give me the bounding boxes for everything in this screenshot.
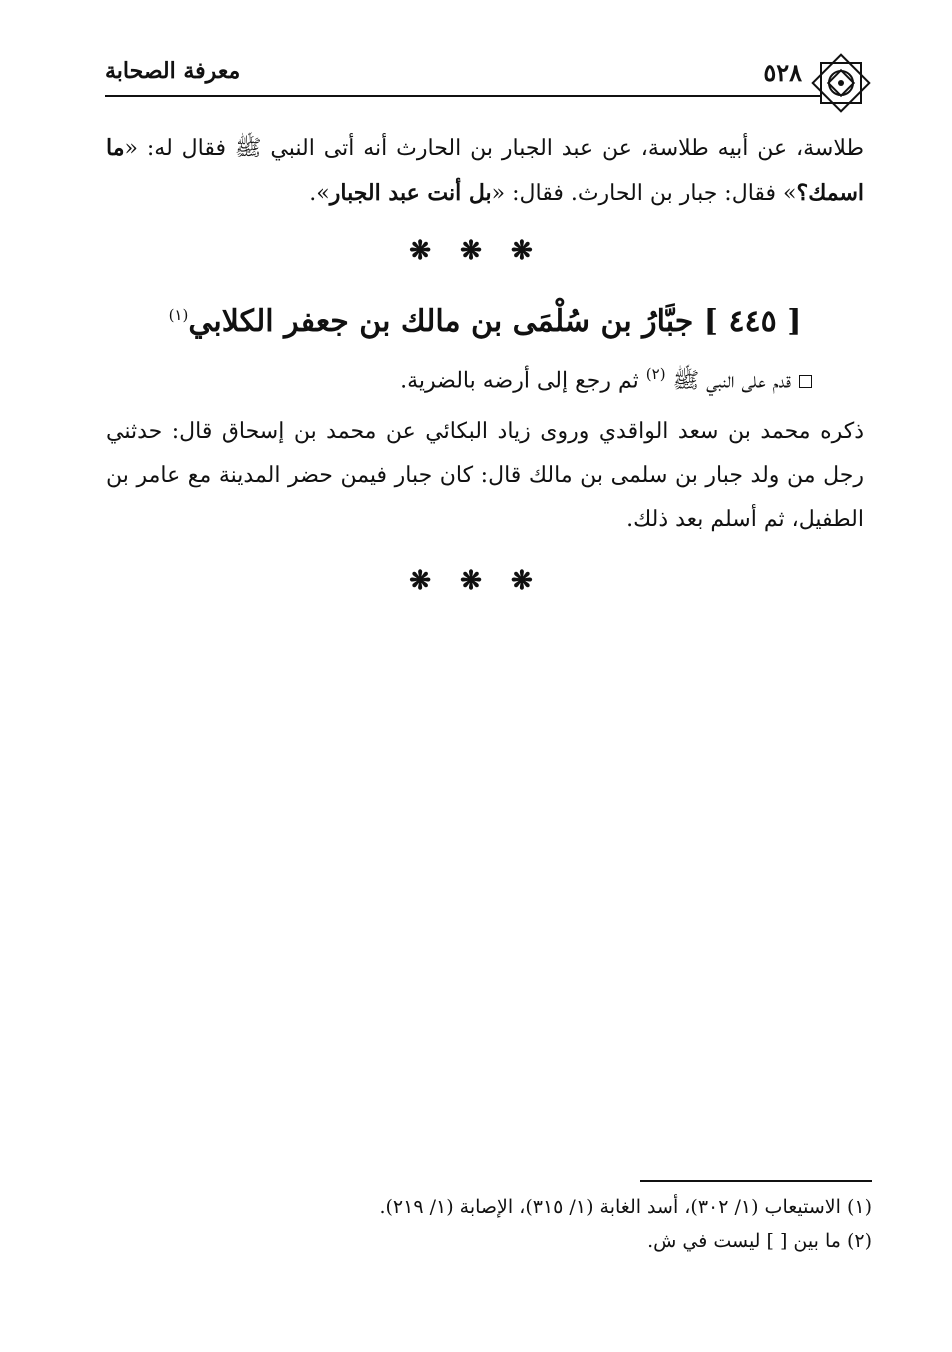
entry-intro bbox=[400, 354, 812, 401]
square-bullet-icon bbox=[799, 375, 812, 388]
running-title: معرفة الصحابة bbox=[105, 58, 241, 84]
octagram-ornament-icon bbox=[810, 52, 872, 114]
section-separator-end: ❋ ❋ ❋ bbox=[409, 566, 543, 596]
footnote-ref-2: (٢) bbox=[645, 365, 666, 383]
continuation-text-c: ». bbox=[309, 181, 330, 206]
footnote-divider bbox=[640, 1180, 872, 1182]
footnotes bbox=[112, 1190, 872, 1258]
section-separator: ❋ ❋ ❋ bbox=[409, 236, 543, 266]
prophet-quote-1: ما اسمك؟ bbox=[106, 135, 864, 206]
footnote-ref-1: (١) bbox=[168, 306, 189, 324]
intro-rest: ثم رجع إلى أرضه بالضرية. bbox=[400, 368, 639, 394]
header-divider bbox=[105, 95, 822, 97]
entry-heading bbox=[106, 290, 864, 347]
intro-text: قدم على النبي ﷺ bbox=[672, 368, 791, 394]
continuation-text-a: طلاسة، عن أبيه طلاسة، عن عبد الجبار بن الحارث أنه أتى النبي ﷺ فقال له: « bbox=[124, 136, 864, 161]
entry-name: جبَّارُ بن سُلْمَى بن مالك بن جعفر الكلابي bbox=[188, 304, 694, 339]
entry-number: [ ٤٤٥ ] bbox=[703, 304, 802, 339]
page-number: ٥٢٨ bbox=[763, 58, 802, 87]
prophet-quote-2: بل أنت عبد الجبار bbox=[329, 180, 492, 206]
footnote-2: (٢) ما بين [ ] ليست في ش. bbox=[647, 1230, 872, 1252]
continuation-paragraph bbox=[106, 126, 864, 216]
footnote-1: (١) الاستيعاب (١/ ٣٠٢)، أسد الغابة (١/ ٣١٥)، الإصابة (١/ ٢١٩). bbox=[379, 1196, 872, 1218]
entry-body-paragraph: ذكره محمد بن سعد الواقدي وروى زياد البكائي عن محمد بن إسحاق قال: حدثني رجل من ولد جبار بن سلمى بن مالك قال: كان جبار فيمن حضر المدينة مع عامر بن الطفيل، ثم أسلم بعد ذلك. bbox=[106, 419, 864, 532]
continuation-text-b: » فقال: جبار بن الحارث. فقال: « bbox=[491, 181, 797, 206]
